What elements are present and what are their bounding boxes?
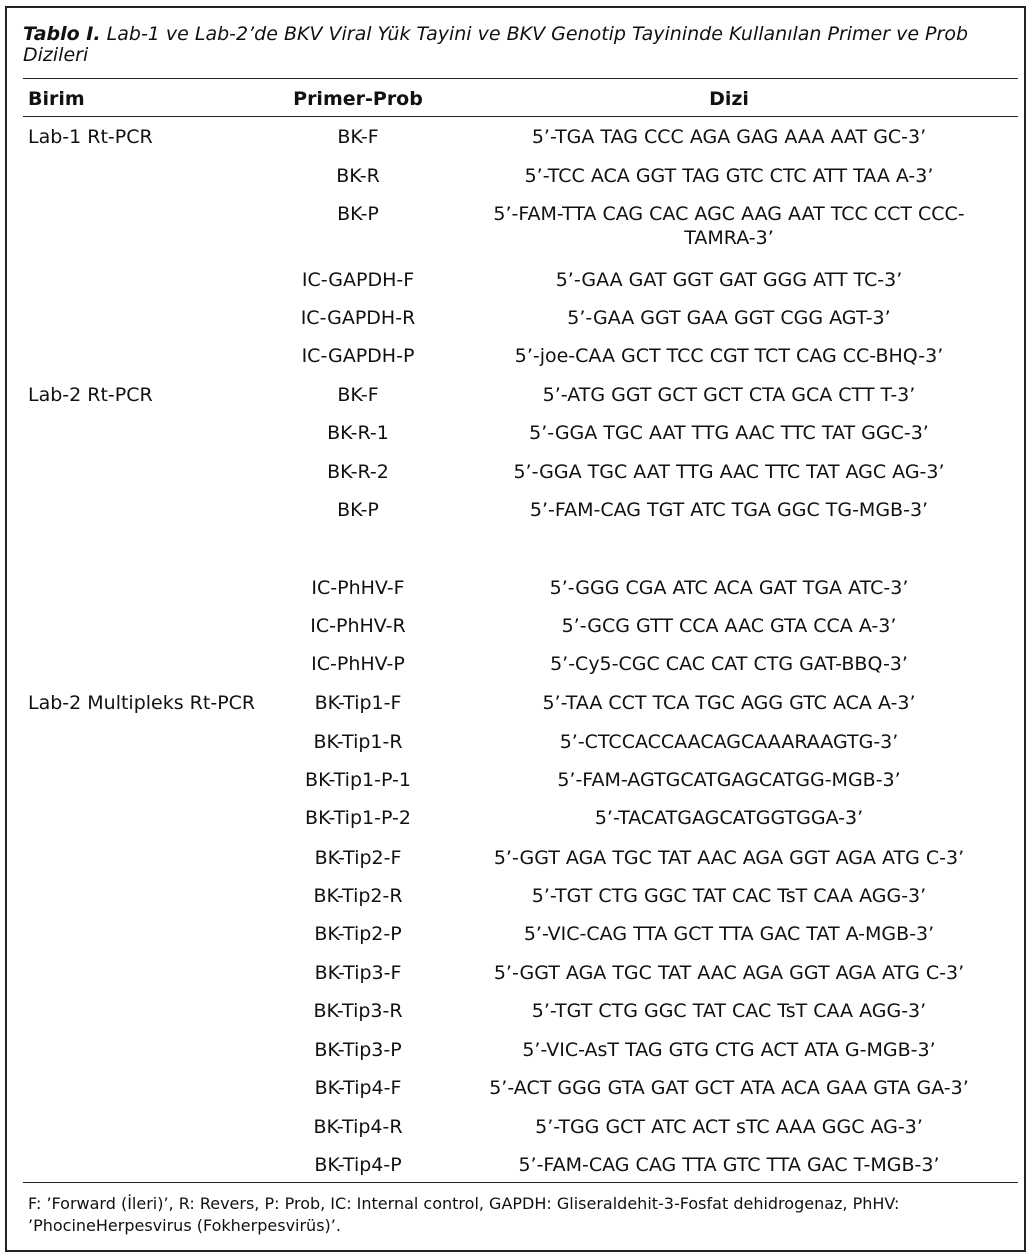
primer-cell: BK-F [337,126,379,148]
unit-cell: Lab-2 Rt-PCR [28,384,153,406]
sequence-cell: 5’-TAA CCT TCA TGC AGG GTC ACA A-3’ [542,692,916,714]
sequence-cell: 5’-ACT GGG GTA GAT GCT ATA ACA GAA GTA GA-3’ [489,1077,969,1099]
sequence-cell: 5’-GGT AGA TGC TAT AAC AGA GGT AGA ATG C-3’ [493,847,965,869]
unit-cell: Lab-2 Multipleks Rt-PCR [28,692,256,714]
sequence-cell: 5’-VIC-CAG TTA GCT TTA GAC TAT A-MGB-3’ [523,923,935,945]
primer-cell: IC-PhHV-P [311,653,405,675]
sequence-cell: 5’-GAA GAT GGT GAT GGG ATT TC-3’ [555,269,903,291]
sequence-cell: 5’-GAA GGT GAA GGT CGG AGT-3’ [567,307,891,329]
caption-text: Lab-1 ve Lab-2’de BKV Viral Yük Tayini ve BKV Genotip Tayininde Kullanılan Primer ve Prob Dizileri [23,23,969,66]
primer-cell: BK-Tip4-P [314,1154,402,1176]
primer-cell: BK-R-1 [327,422,389,444]
sequence-cell: 5’-CTCCACCAACAGCAAARAAGTG-3’ [559,731,899,753]
header-dizi: Dizi [709,88,749,110]
primer-cell: BK-Tip1-F [314,692,402,714]
primer-cell: BK-Tip3-R [313,1000,403,1022]
sequence-cell: 5’-Cy5-CGC CAC CAT CTG GAT-BBQ-3’ [550,653,908,675]
sequence-cell: 5’-GGG CGA ATC ACA GAT TGA ATC-3’ [549,577,909,599]
table-footnote: F: ’Forward (İleri)’, R: Revers, P: Prob, IC: Internal control, GAPDH: Gliseraldehit-3-Fosfat dehidrogenaz, PhHV: ’PhocineHerpesvirus (Fokherpesvirüs)’. [28,1194,900,1235]
header-birim: Birim [28,88,85,110]
sequence-cell: 5’-ATG GGT GCT GCT CTA GCA CTT T-3’ [542,384,916,406]
primer-cell: BK-Tip1-R [313,731,403,753]
primer-cell: BK-R [336,165,380,187]
sequence-cell: 5’-TGT CTG GGC TAT CAC TsT CAA AGG-3’ [531,1000,927,1022]
primer-cell: BK-F [337,384,379,406]
primer-cell: BK-Tip2-F [314,847,402,869]
sequence-cell: 5’-TGT CTG GGC TAT CAC TsT CAA AGG-3’ [531,885,927,907]
primer-cell: BK-Tip1-P-2 [305,807,411,829]
primer-cell: BK-Tip3-P [314,1039,402,1061]
primer-cell: BK-Tip2-R [313,885,403,907]
primer-cell: BK-Tip1-P-1 [305,769,411,791]
sequence-cell: 5’-GGA TGC AAT TTG AAC TTC TAT AGC AG-3’ [513,461,945,483]
sequence-cell: 5’-GCG GTT CCA AAC GTA CCA A-3’ [561,615,897,637]
primer-cell: BK-R-2 [327,461,389,483]
unit-cell: Lab-1 Rt-PCR [28,126,153,148]
primer-cell: IC-GAPDH-R [300,307,416,329]
primer-cell: IC-GAPDH-P [301,345,415,367]
rule-top [23,78,1018,79]
sequence-cell: 5’-FAM-CAG CAG TTA GTC TTA GAC T-MGB-3’ [518,1154,940,1176]
primer-cell: IC-PhHV-F [311,577,405,599]
primer-cell: BK-Tip4-F [314,1077,402,1099]
primer-cell: BK-P [337,499,379,521]
rule-header [23,116,1018,117]
caption-label: Tablo I. [23,23,101,45]
primer-cell: IC-GAPDH-F [301,269,415,291]
sequence-cell: 5’-FAM-TTA CAG CAC AGC AAG AAT TCC CCT CCC-TAMRA-3’ [493,203,965,249]
primer-cell: BK-Tip2-P [314,923,402,945]
sequence-cell: 5’-FAM-CAG TGT ATC TGA GGC TG-MGB-3’ [529,499,929,521]
primer-cell: BK-Tip3-F [314,962,402,984]
table-caption [23,24,1003,66]
primer-cell: BK-Tip4-R [313,1116,403,1138]
primer-cell: BK-P [337,203,379,225]
primer-cell: IC-PhHV-R [310,615,406,637]
sequence-cell: 5’-TGG GCT ATC ACT sTC AAA GGC AG-3’ [535,1116,923,1138]
sequence-cell: 5’-GGT AGA TGC TAT AAC AGA GGT AGA ATG C-3’ [493,962,965,984]
sequence-cell: 5’-FAM-AGTGCATGAGCATGG-MGB-3’ [557,769,901,791]
rule-bottom [23,1182,1018,1183]
sequence-cell: 5’-VIC-AsT TAG GTG CTG ACT ATA G-MGB-3’ [522,1039,936,1061]
sequence-cell: 5’-joe-CAA GCT TCC CGT TCT CAG CC-BHQ-3’ [514,345,944,367]
sequence-cell: 5’-GGA TGC AAT TTG AAC TTC TAT GGC-3’ [529,422,929,444]
header-primer-prob: Primer-Prob [293,88,423,110]
sequence-cell: 5’-TCC ACA GGT TAG GTC CTC ATT TAA A-3’ [524,165,934,187]
sequence-cell: 5’-TACATGAGCATGGTGGA-3’ [594,807,864,829]
sequence-cell: 5’-TGA TAG CCC AGA GAG AAA AAT GC-3’ [531,126,927,148]
